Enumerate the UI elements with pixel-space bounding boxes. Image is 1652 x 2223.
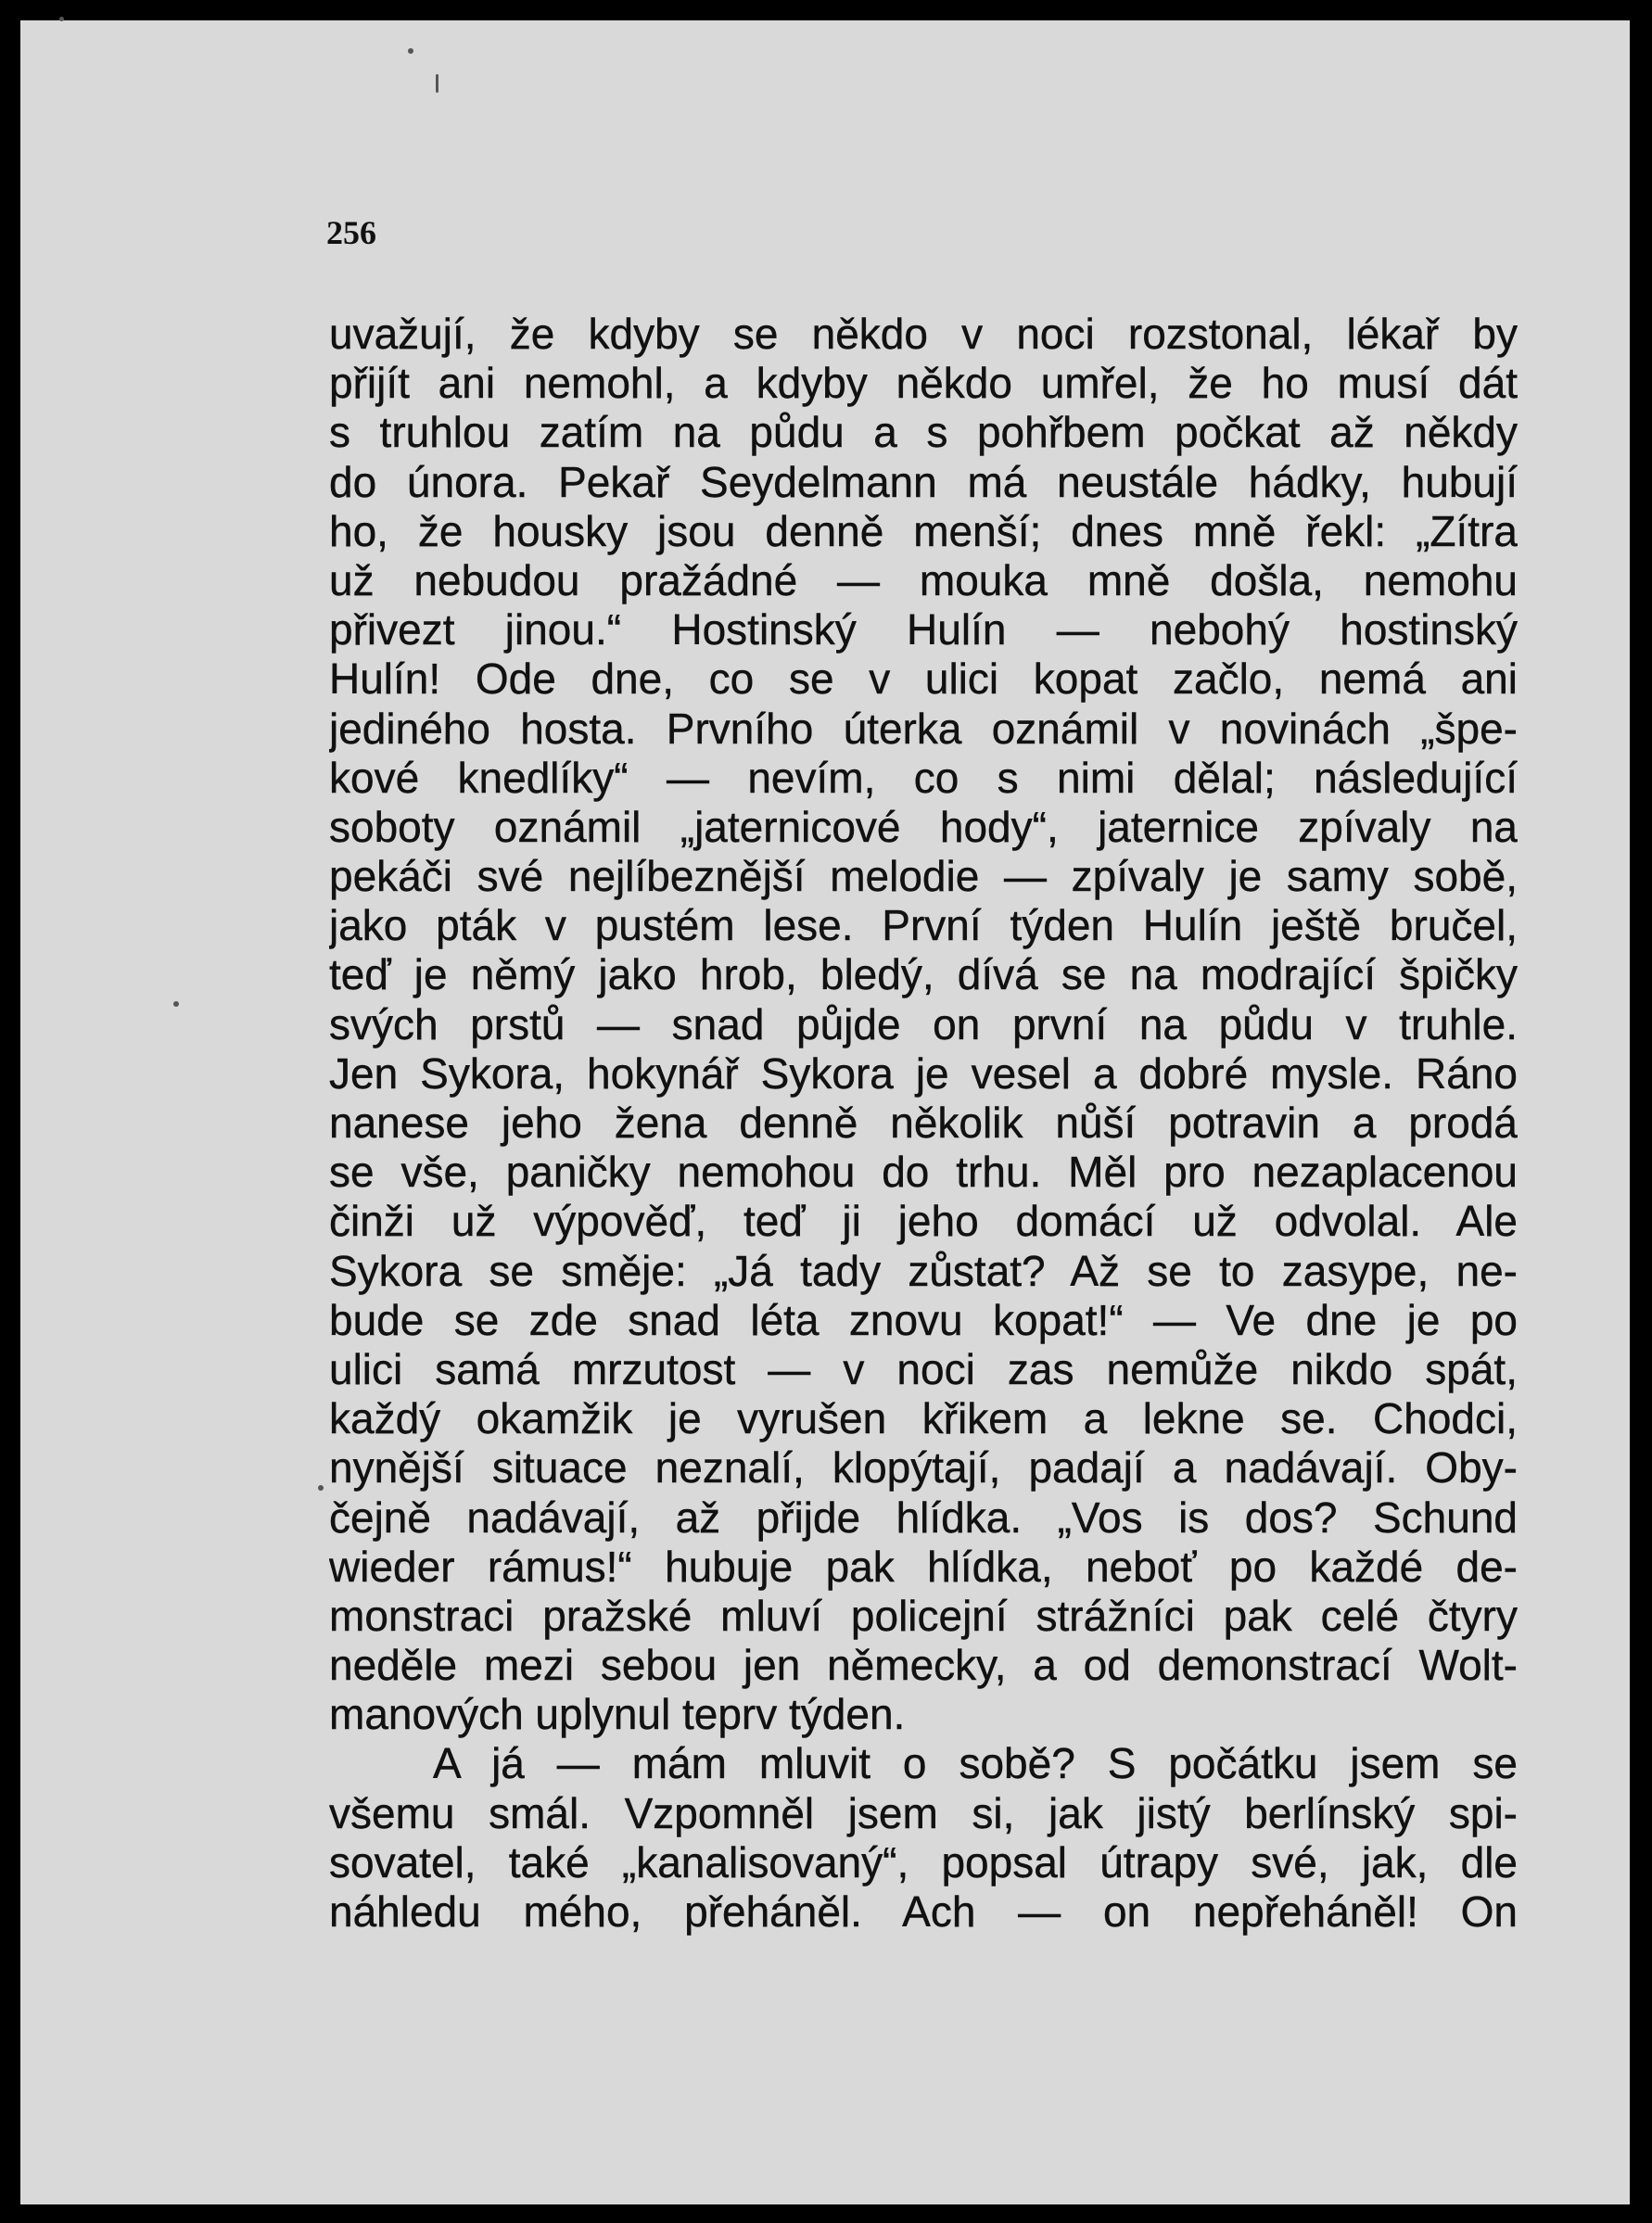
- text-line: s truhlou zatím na půdu a s pohřbem počkat až někdy: [329, 408, 1518, 457]
- text-line: nynější situace neznalí, klopýtají, padají a nadávají. Oby-: [329, 1443, 1518, 1493]
- text-line: sovatel, také „kanalisovaný“, popsal útrapy své, jak, dle: [329, 1837, 1518, 1886]
- text-line: jediného hosta. Prvního úterka oznámil v novinách „špe-: [329, 704, 1518, 753]
- paragraph-end-line: manových uplynul teprv týden.: [329, 1690, 906, 1739]
- text-line: jako pták v pustém lese. První týden Hulín ještě bručel,: [329, 901, 1518, 950]
- text-line: do února. Pekař Seydelmann má neustále hádky, hubují: [329, 457, 1518, 506]
- text-line: činži už výpověď, teď ji jeho domácí už odvolal. Ale: [329, 1197, 1518, 1246]
- text-line: Hulín! Ode dne, co se v ulici kopat začlo, nemá ani: [329, 654, 1518, 704]
- text-line: čejně nadávají, až přijde hlídka. „Vos is dos? Schund: [329, 1493, 1518, 1542]
- text-line: neděle mezi sebou jen německy, a od demonstrací Wolt-: [329, 1641, 1518, 1690]
- text-line: kové knedlíky“ — nevím, co s nimi dělal; následující: [329, 753, 1518, 802]
- text-line: Jen Sykora, hokynář Sykora je vesel a dobré mysle. Ráno: [329, 1048, 1518, 1098]
- text-line: soboty oznámil „jaternicové hody“, jaternice zpívaly na: [329, 802, 1518, 851]
- text-line: uvažují, že kdyby se někdo v noci rozstonal, lékař by: [329, 310, 1518, 358]
- paragraph-start-line: A já — mám mluvit o sobě? S počátku jsem se: [433, 1739, 1518, 1788]
- text-line: se vše, paničky nemohou do trhu. Měl pro nezaplacenou: [329, 1148, 1518, 1197]
- text-line: bude se zde snad léta znovu kopat!“ — Ve dne je po: [329, 1295, 1518, 1344]
- text-line: teď je němý jako hrob, bledý, dívá se na modrající špičky: [329, 950, 1518, 999]
- text-line: už nebudou pražádné — mouka mně došla, nemohu: [329, 555, 1518, 604]
- text-line: Sykora se směje: „Já tady zůstat? Až se to zasype, ne-: [329, 1246, 1518, 1295]
- text-line: monstraci pražské mluví policejní strážníci pak celé čtyry: [329, 1591, 1518, 1640]
- text-line: přivezt jinou.“ Hostinský Hulín — nebohý hostinský: [329, 605, 1518, 654]
- text-line: nanese jeho žena denně několik nůší potravin a prodá: [329, 1099, 1518, 1147]
- text-line: všemu smál. Vzpomněl jsem si, jak jistý berlínský spi-: [329, 1788, 1518, 1837]
- book-page: [20, 20, 1630, 2204]
- text-line: ulici samá mrzutost — v noci zas nemůže nikdo spát,: [329, 1344, 1518, 1393]
- text-line: wieder rámus!“ hubuje pak hlídka, neboť po každé de-: [329, 1542, 1518, 1591]
- text-line: náhledu mého, přeháněl. Ach — on nepřeháněl! On: [329, 1887, 1518, 1936]
- text-line: každý okamžik je vyrušen křikem a lekne se. Chodci,: [329, 1394, 1518, 1443]
- body-text: [329, 310, 1518, 1937]
- text-line: ho, že housky jsou denně menší; dnes mně řekl: „Zítra: [329, 506, 1518, 555]
- text-line: svých prstů — snad půjde on první na půdu v truhle.: [329, 999, 1518, 1048]
- text-line: přijít ani nemohl, a kdyby někdo umřel, že ho musí dát: [329, 359, 1518, 408]
- page-number: 256: [326, 214, 376, 251]
- text-line: pekáči své nejlíbeznější melodie — zpívaly je samy sobě,: [329, 852, 1518, 901]
